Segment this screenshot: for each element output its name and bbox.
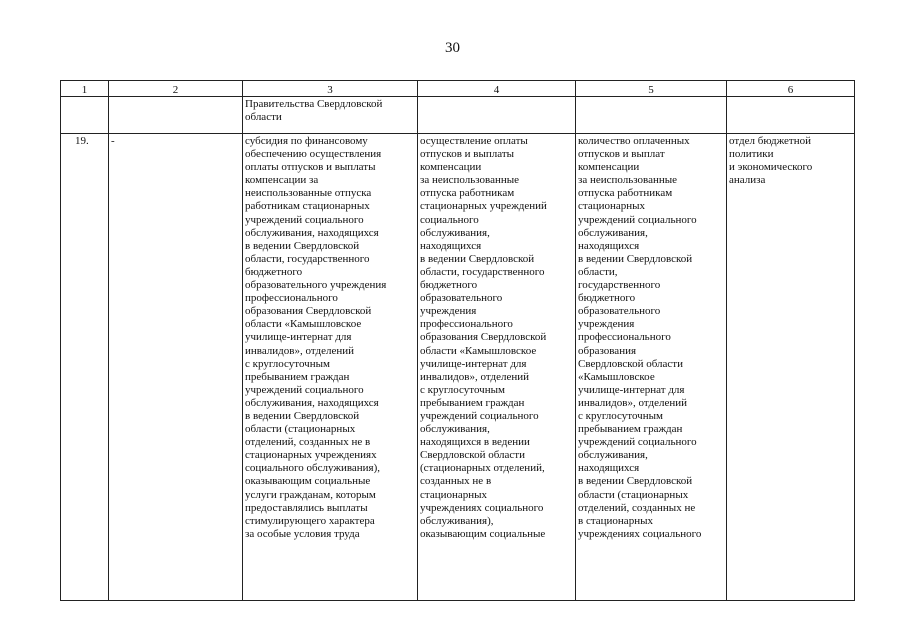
subsidy-description: субсидия по финансовому обеспечению осуществления оплаты отпусков и выплаты компенсации за неиспользованные отпуска работникам стационарных учреждений социального обслуживания, находящихся в ведении Свердловской области, государственного бюджетного образовательного учреждения профессионального образования Свердловской области «Камышловское училище-интернат для инвалидов», отделений с круглосуточным пребыванием граждан учреждений социального обслуживания, находящихся в ведении Свердловской области (стационарных отделений, созданных не в стационарных учреждениях социального обслуживания), оказывающим социальные услуги гражданам, которым предоставлялись выплаты стимулирующего характера за особые условия труда (245, 135, 387, 540)
continuation-cell-2 (109, 97, 243, 134)
column-number-3: 3 (243, 81, 418, 97)
column-number-row (61, 81, 855, 97)
continuation-cell-3 (243, 97, 418, 134)
indicator-description: количество оплаченных отпусков и выплат компенсации за неиспользованные отпуска работникам стационарных учреждений социального обслуживания, находящихся в ведении Свердловской области, государственного бюджетного образовательного учреждения профессионального образования Свердловской области «Камышловское училище-интернат для инвалидов», отделений с круглосуточным пребыванием граждан учреждений социального обслуживания, находящихся в ведении Свердловской области (стационарных отделений, созданных не в стационарных учреждениях социального (578, 135, 702, 540)
column-number-5: 5 (576, 81, 727, 97)
continuation-cell-1 (61, 97, 109, 134)
row-col5-cell (576, 134, 727, 601)
continuation-row (61, 97, 855, 134)
continuation-cell-5 (576, 97, 727, 134)
row-col2-text: - (111, 135, 115, 147)
activity-description: осуществление оплаты отпусков и выплаты компенсации за неиспользованные отпуска работникам стационарных учреждений социального обслуживания, находящихся в ведении Свердловской области, государственного бюджетного образовательного учреждения профессионального образования Свердловской области «Камышловское училище-интернат для инвалидов», отделений с круглосуточным пребыванием граждан учреждений социального обслуживания, находящихся в ведении Свердловской области (стационарных отделений, созданных не в стационарных учреждениях социального обслуживания), оказывающим социальные (420, 135, 547, 540)
responsible-department: отдел бюджетной политики и экономического анализа (729, 135, 813, 187)
column-number-4: 4 (418, 81, 576, 97)
row-col2-cell (109, 134, 243, 601)
table-row (61, 134, 855, 601)
row-col3-cell (243, 134, 418, 601)
column-number-6: 6 (727, 81, 855, 97)
row-number: 19. (61, 134, 109, 601)
row-col4-cell (418, 134, 576, 601)
row-col6-cell (727, 134, 855, 601)
document-table (60, 80, 855, 601)
page-number: 30 (445, 40, 460, 56)
continuation-cell-4 (418, 97, 576, 134)
continuation-text: Правительства Свердловской области (245, 98, 383, 124)
column-number-2: 2 (109, 81, 243, 97)
column-number-1: 1 (61, 81, 109, 97)
continuation-cell-6 (727, 97, 855, 134)
